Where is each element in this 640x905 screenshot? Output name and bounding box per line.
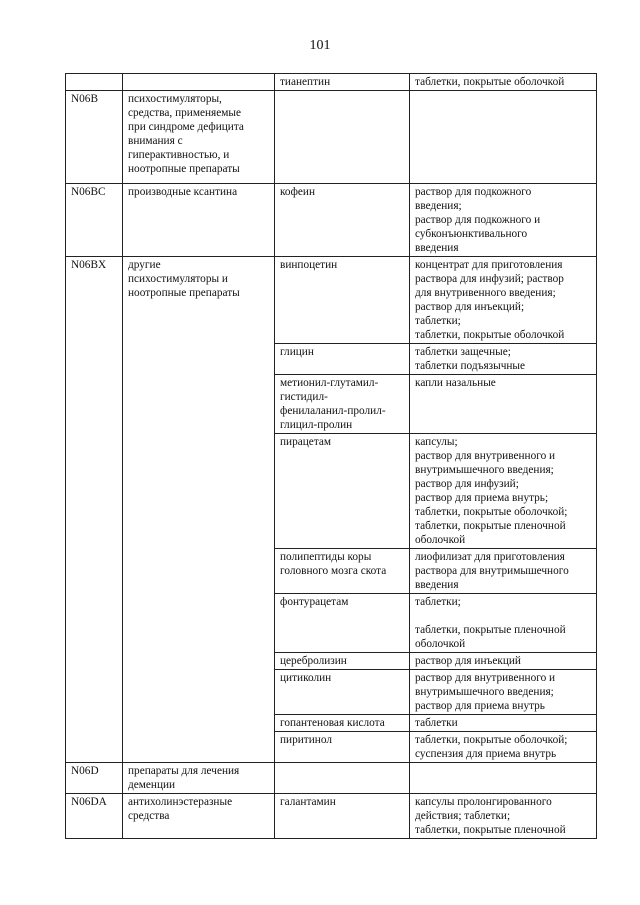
atc-code-cell: N06BC (66, 184, 123, 257)
table-row (66, 763, 597, 794)
substance-cell: цитиколин (275, 670, 410, 715)
atc-code-cell (66, 74, 123, 91)
dosage-forms-cell: капли назальные (410, 375, 597, 434)
dosage-forms-cell: раствор для внутривенного и внутримышечного введения; раствор для приема внутрь (410, 670, 597, 715)
dosage-forms-cell: таблетки; таблетки, покрытые пленочной оболочкой (410, 594, 597, 653)
table-row (66, 74, 597, 91)
dosage-forms-cell: таблетки защечные; таблетки подъязычные (410, 344, 597, 375)
dosage-forms-cell (410, 91, 597, 184)
dosage-forms-cell (410, 763, 597, 794)
dosage-forms-cell: раствор для подкожного введения; раствор для подкожного и субконъюнктивального введения (410, 184, 597, 257)
group-name-cell: психостимуляторы, средства, применяемые при синдроме дефицита внимания с гиперактивностью, и ноотропные препараты (123, 91, 275, 184)
dosage-forms-cell: таблетки (410, 715, 597, 732)
atc-code-cell: N06B (66, 91, 123, 184)
substance-cell: тианептин (275, 74, 410, 91)
group-name-cell: другие психостимуляторы и ноотропные препараты (123, 257, 275, 763)
dosage-forms-cell: таблетки, покрытые оболочкой; суспензия для приема внутрь (410, 732, 597, 763)
substance-cell: церебролизин (275, 653, 410, 670)
dosage-forms-cell: концентрат для приготовления раствора для инфузий; раствор для внутривенного введения; раствор для инъекций; таблетки; таблетки, покрытые оболочкой (410, 257, 597, 344)
substance-cell: глицин (275, 344, 410, 375)
dosage-forms-cell: лиофилизат для приготовления раствора для внутримышечного введения (410, 549, 597, 594)
table-row (66, 91, 597, 184)
substance-cell: фонтурацетам (275, 594, 410, 653)
substance-cell: полипептиды коры головного мозга скота (275, 549, 410, 594)
atc-code-cell: N06D (66, 763, 123, 794)
dosage-forms-cell: капсулы пролонгированного действия; таблетки; таблетки, покрытые пленочной (410, 794, 597, 839)
substance-cell: галантамин (275, 794, 410, 839)
substance-cell: метионил-глутамил- гистидил- фенилаланил-пролил- глицил-пролин (275, 375, 410, 434)
group-name-cell: производные ксантина (123, 184, 275, 257)
substance-cell: пиритинол (275, 732, 410, 763)
group-name-cell (123, 74, 275, 91)
substance-cell: гопантеновая кислота (275, 715, 410, 732)
group-name-cell: препараты для лечения деменции (123, 763, 275, 794)
substance-cell: пирацетам (275, 434, 410, 549)
drug-classification-table (65, 73, 597, 839)
atc-code-cell: N06DA (66, 794, 123, 839)
atc-code-cell: N06BX (66, 257, 123, 763)
dosage-forms-cell: таблетки, покрытые оболочкой (410, 74, 597, 91)
substance-cell (275, 763, 410, 794)
table-row (66, 184, 597, 257)
dosage-forms-cell: раствор для инъекций (410, 653, 597, 670)
substance-cell: винпоцетин (275, 257, 410, 344)
substance-cell (275, 91, 410, 184)
substance-cell: кофеин (275, 184, 410, 257)
dosage-forms-cell: капсулы; раствор для внутривенного и внутримышечного введения; раствор для инфузий; раствор для приема внутрь; таблетки, покрытые оболочкой; таблетки, покрытые пленочной оболочкой (410, 434, 597, 549)
table-row (66, 257, 597, 344)
table-row (66, 794, 597, 839)
page-number: 101 (309, 38, 331, 53)
group-name-cell: антихолинэстеразные средства (123, 794, 275, 839)
